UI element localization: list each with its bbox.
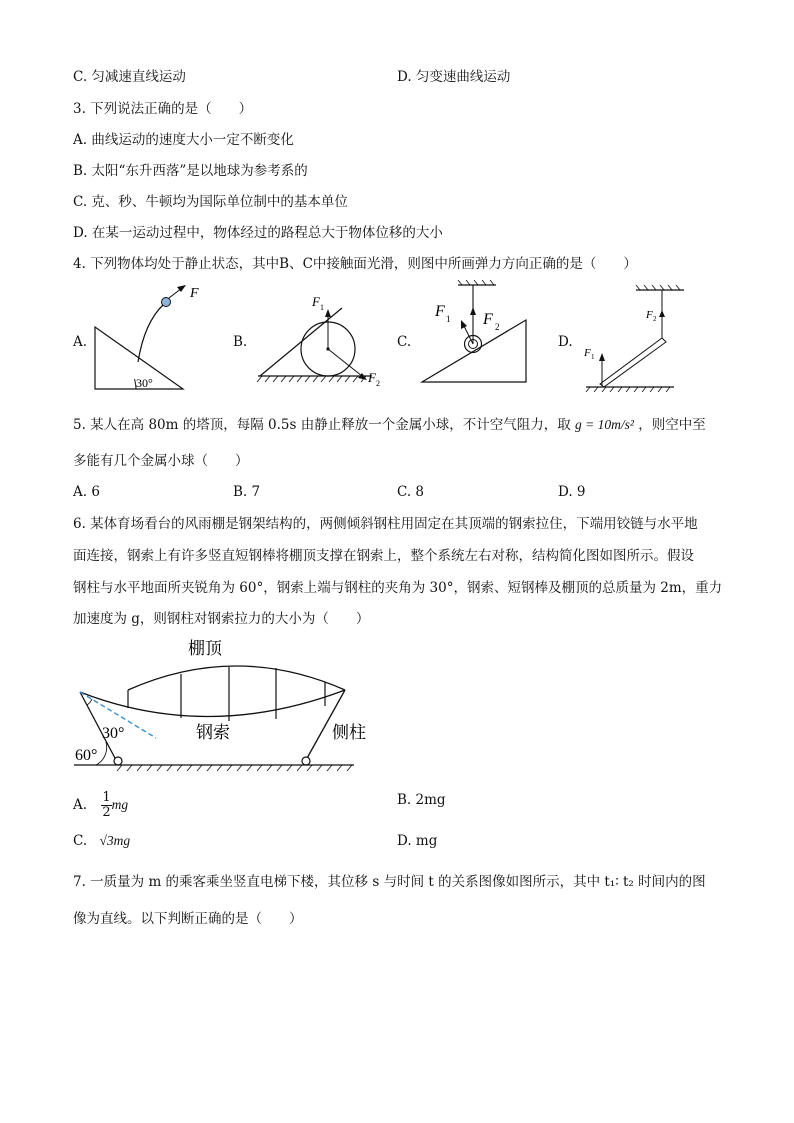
q3-option-c: C. 克、秒、牛顿均为国际单位制中的基本单位	[73, 194, 348, 210]
q6-option-a-den: 2	[102, 805, 111, 820]
fig-b-f2: F	[368, 370, 376, 385]
fig-b-f1-sub: 1	[320, 303, 324, 312]
q4-figure-a	[90, 282, 200, 392]
fig6-column-label: 侧柱	[332, 723, 366, 742]
q6-option-a	[73, 791, 128, 820]
fig-c-f2-sub: 2	[495, 322, 500, 332]
q7-stem-line2: 像为直线。以下判断正确的是（ ）	[73, 911, 303, 927]
q6-stem-line4: 加速度为 g，则钢柱对钢索拉力的大小为（ ）	[73, 611, 370, 627]
q6-option-a-num: 1	[102, 790, 111, 805]
q4-label-d: D.	[558, 334, 573, 350]
fig-b-f2-sub: 2	[376, 379, 380, 388]
q5-stem-part2: ，则空中至	[638, 417, 706, 433]
fig-d-f2-sub: 2	[653, 315, 657, 323]
fig-d-f1: F	[584, 347, 591, 359]
q6-stem-line1: 6. 某体育场看台的风雨棚是钢架结构的，两侧倾斜钢柱用固定在其顶端的钢索拉住，下端用铰链与水平地	[73, 516, 698, 532]
q7-stem-line1: 7. 一质量为 m 的乘客乘坐竖直电梯下楼，其位移 s 与时间 t 的关系图像如图所示，其中 t₁∶ t₂ 时间内的图	[73, 874, 706, 890]
q6-option-a-prefix: A.	[73, 797, 88, 813]
fig-a-angle-label: 30°	[136, 376, 153, 390]
q4-label-a: A.	[73, 334, 88, 350]
fig-c-f1: F	[435, 303, 445, 320]
q4-label-c: C.	[397, 334, 412, 350]
q6-option-d: D. mg	[397, 833, 438, 849]
q4-label-b: B.	[233, 334, 248, 350]
fig-a-force-label: F	[190, 286, 199, 301]
q6-figure-canopy	[70, 634, 366, 774]
q5-stem-part1: 5. 某人在高 80m 的塔顶，每隔 0.5s 由静止释放一个金属小球，不计空气阻力，取	[73, 417, 571, 433]
q6-stem-line2: 面连接，钢索上有许多竖直短钢棒将棚顶支撑在钢索上，整个系统左右对称，结构简化图如图所示。假设	[73, 548, 694, 564]
q6-option-a-fraction	[101, 791, 111, 820]
q5-option-d: D. 9	[558, 484, 586, 500]
q4-stem: 4. 下列物体均处于静止状态，其中B、C中接触面光滑，则图中所画弹力方向正确的是（ ）	[73, 256, 637, 272]
q6-option-a-suffix: mg	[111, 797, 129, 812]
q6-option-b: B. 2mg	[397, 792, 446, 808]
q5-stem-line2: 多能有几个金属小球（ ）	[73, 453, 249, 469]
q4-figure-d	[578, 286, 688, 392]
q4-figure-b	[254, 292, 394, 390]
q3-option-b: B. 太阳“东升西落”是以地球为参考系的	[73, 163, 308, 179]
q6-option-c-value: √3mg	[99, 833, 131, 848]
q6-option-c	[73, 832, 130, 850]
fig6-angle30-label: 30°	[102, 725, 125, 742]
q6-stem-line3: 钢柱与水平地面所夹锐角为 60°，钢索上端与钢柱的夹角为 30°，钢索、短钢棒及棚顶的总质量为 2m，重力	[73, 580, 723, 596]
q3-option-d: D. 在某一运动过程中，物体经过的路程总大于物体位移的大小	[73, 225, 443, 241]
fig6-cable-label: 钢索	[196, 723, 230, 742]
q5-formula: g = 10m/s²	[575, 417, 634, 432]
fig6-angle60-label: 60°	[75, 747, 98, 764]
q3-option-a: A. 曲线运动的速度大小一定不断变化	[73, 132, 294, 148]
fig-c-f2: F	[483, 311, 493, 328]
fig-c-f1-sub: 1	[446, 314, 451, 324]
q2-option-c: C. 匀减速直线运动	[73, 69, 186, 85]
q5-option-b: B. 7	[233, 484, 261, 500]
fig6-roof-label: 棚顶	[188, 639, 222, 658]
q3-stem: 3. 下列说法正确的是（ ）	[73, 101, 253, 117]
q6-option-c-prefix: C.	[73, 833, 88, 849]
fig-b-f1: F	[312, 294, 320, 309]
q5-stem	[73, 416, 706, 434]
q5-option-c: C. 8	[397, 484, 425, 500]
fig-d-f1-sub: 1	[591, 353, 595, 361]
q5-option-a: A. 6	[73, 484, 100, 500]
fig-d-f2: F	[646, 309, 653, 321]
q4-figure-c	[418, 282, 533, 386]
q2-option-d: D. 匀变速曲线运动	[397, 69, 511, 85]
